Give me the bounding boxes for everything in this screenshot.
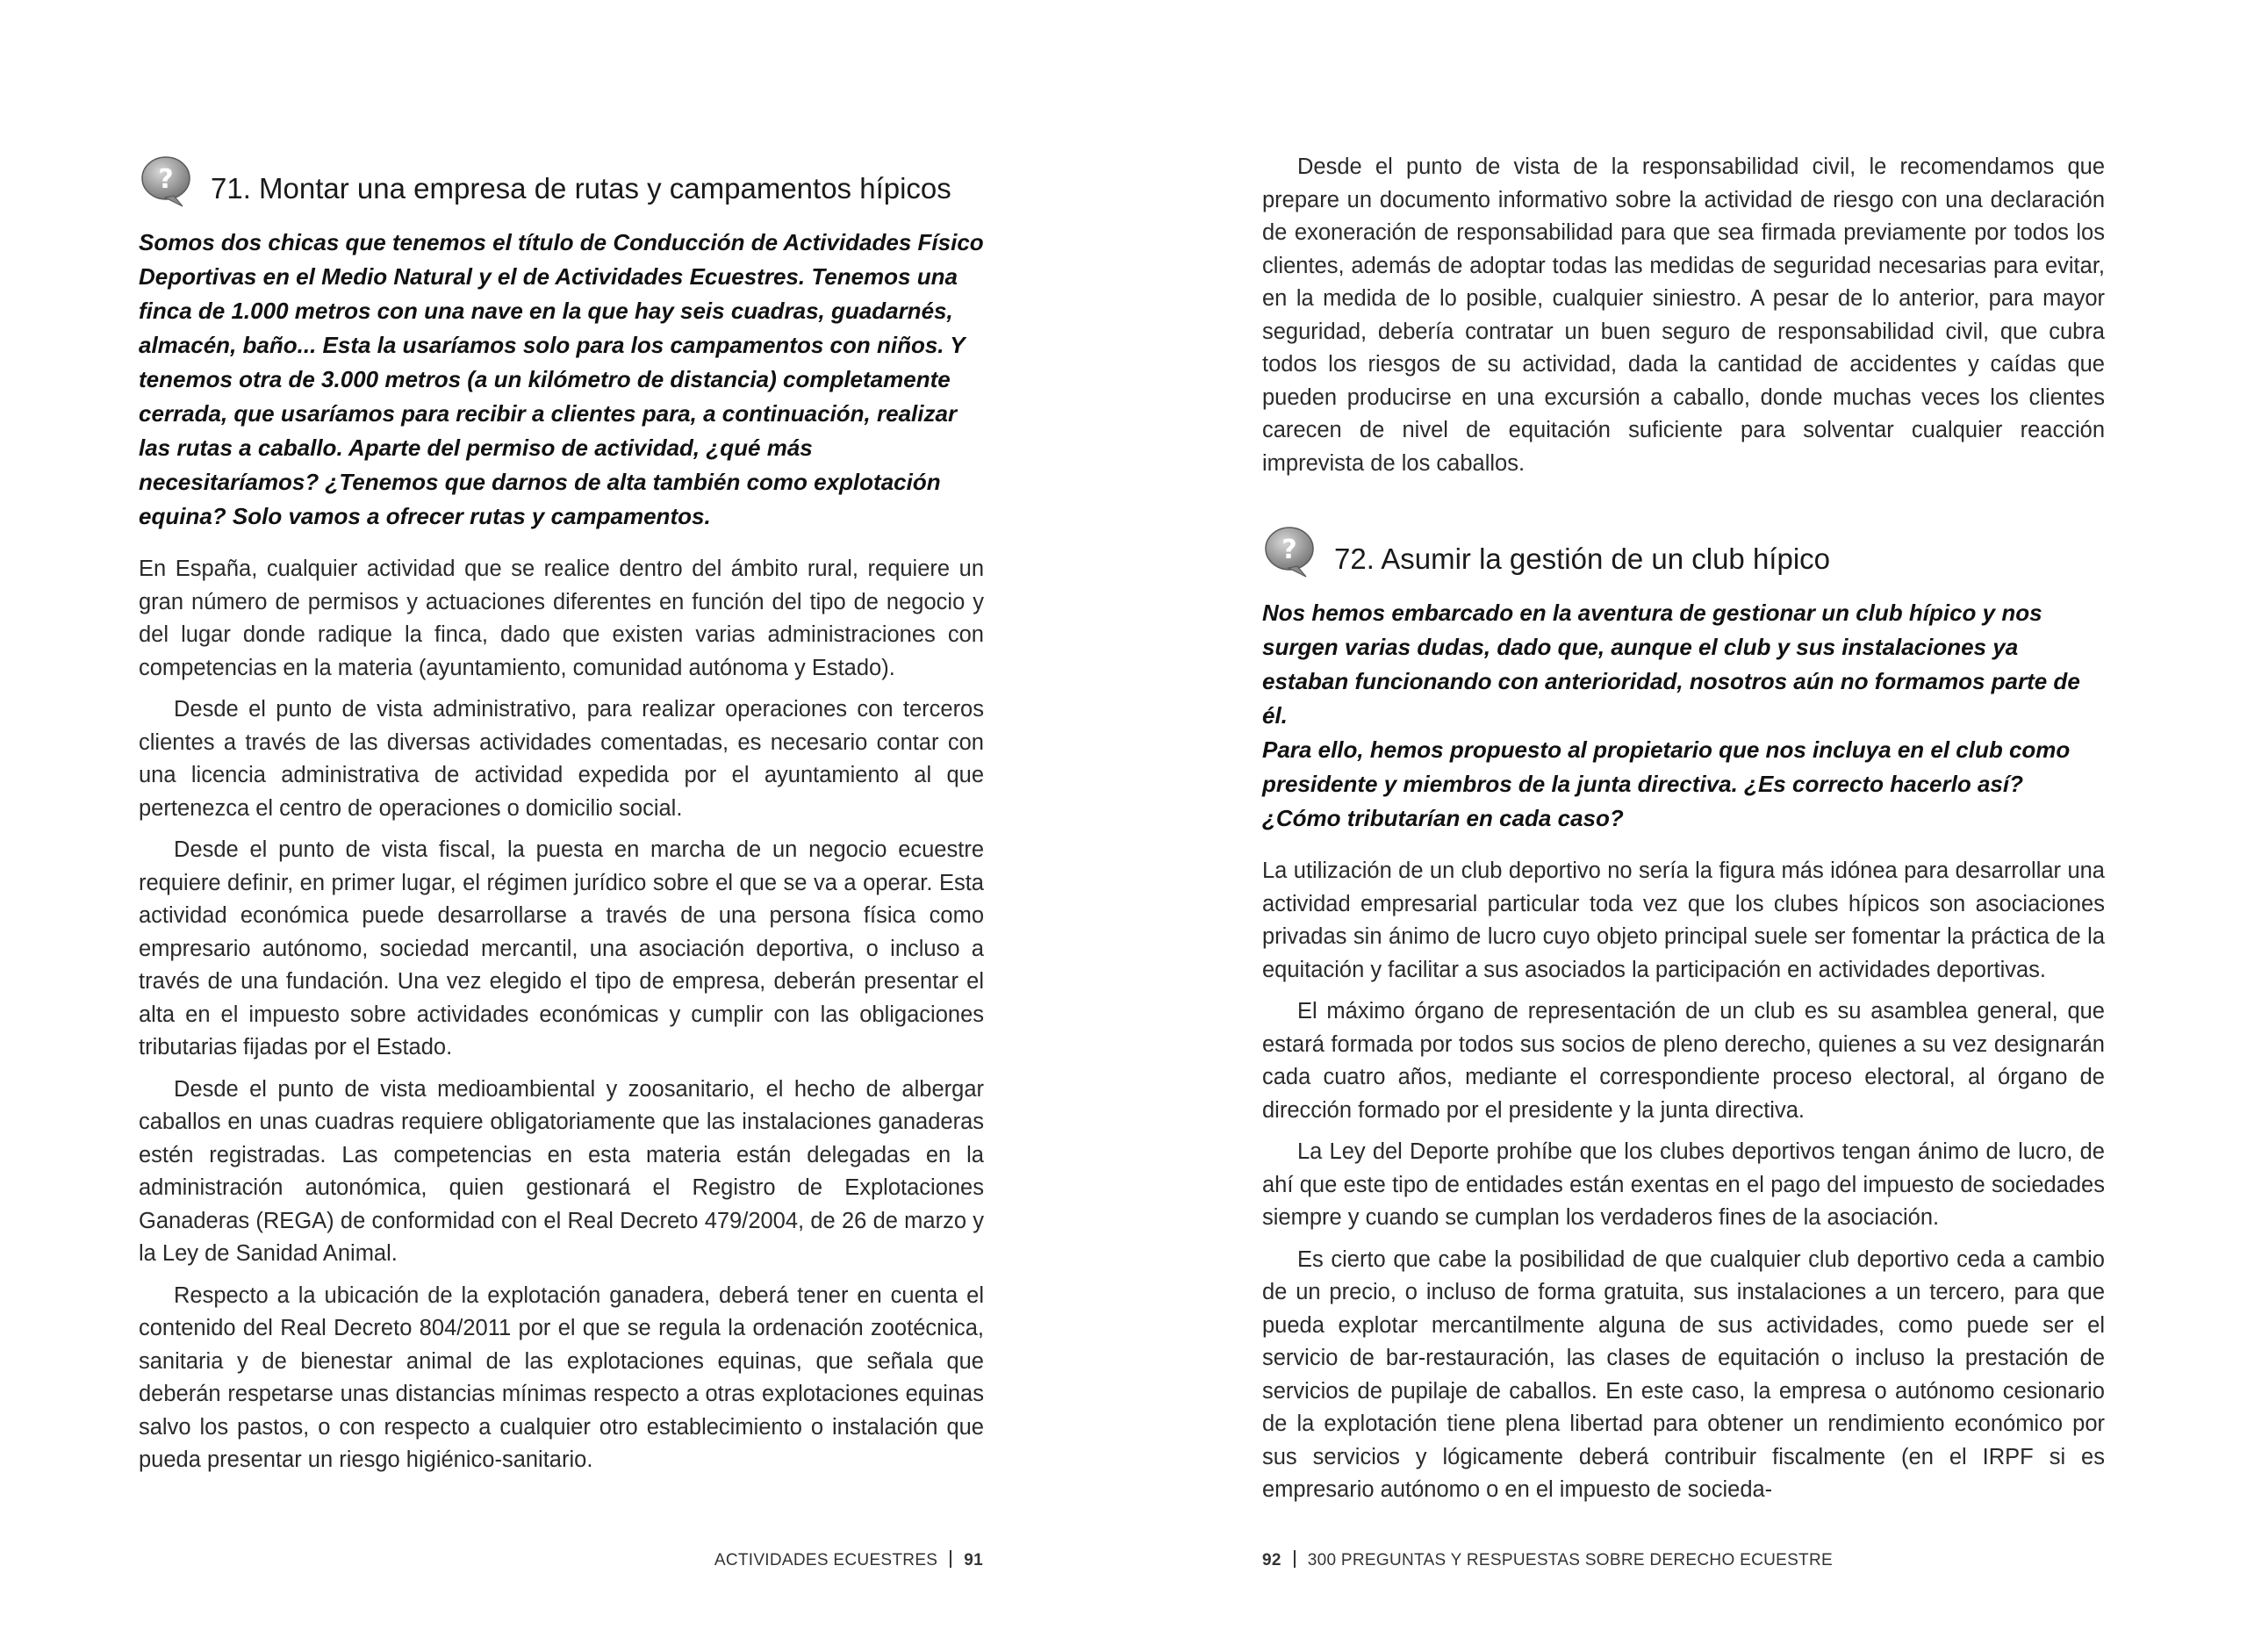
page-number: 91 <box>964 1551 983 1569</box>
answer-paragraph: Desde el punto de vista administrativo, para realizar operaciones con terceros clientes a través de las diversas actividades comentadas, es necesario contar con una licencia administrativa de actividad expedida por el ayuntamiento al que pertenezca el centro de operaciones o domicilio social. <box>139 697 984 821</box>
footer-section-title: ACTIVIDADES ECUESTRES <box>714 1551 938 1569</box>
section-title: 72. Asumir la gestión de un club hípico <box>1334 542 1831 576</box>
left-text-column <box>139 154 984 1486</box>
footer-separator <box>1294 1550 1296 1568</box>
question-text: Somos dos chicas que tenemos el título de Conducción de Actividades Físico Deportivas en el Medio Natural y el de Actividades Ecuestres. Tenemos una finca de 1.000 metros con una nave en la que hay seis cuadras, guadarnés, almacén, baño... Esta la usaríamos solo para los campamentos con niños. Y tenemos otra de 3.000 metros (a un kilómetro de distancia) completamente cerrada, que usaríamos para recibir a clientes para, a continuación, realizar las rutas a caballo. Aparte del permiso de actividad, ¿qué más necesitaríamos? ¿Tenemos que darnos de alta también como explotación equina? Solo vamos a ofrecer rutas y campamentos. <box>139 229 984 529</box>
section-heading-72 <box>1262 524 2105 578</box>
question-text: Para ello, hemos propuesto al propietario que nos incluya en el club como presidente y miembros de la junta directiva. ¿Es correcto hacerlo así? ¿Cómo tributarían en cada caso? <box>1262 736 2071 831</box>
page-footer <box>714 1550 983 1570</box>
svg-text:?: ? <box>1281 535 1297 565</box>
answer-paragraph: El máximo órgano de representación de un club es su asamblea general, que estará formada por todos sus socios de pleno derecho, quienes a su vez designarán cada cuatro años, mediante el correspondiente proceso electoral, al órgano de dirección formado por el presidente y la junta directiva. <box>1262 999 2105 1123</box>
answer-paragraph: Desde el punto de vista fiscal, la puesta en marcha de un negocio ecuestre requiere definir, en primer lugar, el régimen jurídico sobre el que se va a operar. Esta actividad económica puede desarrollarse a través de una persona física como empresario autónomo, sociedad mercantil, una asociación deportiva, o incluso a través de una fundación. Una vez elegido el tipo de empresa, deberán presentar el alta en el impuesto sobre actividades económicas y cumplir con las obligaciones tributarias fijadas por el Estado. <box>139 837 984 1059</box>
svg-text:?: ? <box>158 164 174 195</box>
question-bubble-icon <box>139 154 193 208</box>
answer-paragraph: La utilización de un club deportivo no sería la figura más idónea para desarrollar una actividad empresarial particular toda vez que los clubes hípicos son asociaciones privadas sin ánimo de lucro cuyo objeto principal suele ser fomentar la práctica de la equitación y facilitar a sus asociados la participación en actividades deportivas. <box>1262 858 2105 982</box>
answer-paragraph: Respecto a la ubicación de la explotación ganadera, deberá tener en cuenta el contenido del Real Decreto 804/2011 por el que se regula la ordenación zootécnica, sanitaria y de bienestar animal de las explotaciones equinas, que señala que deberán respetarse unas distancias mínimas respecto a otras explotaciones equinas salvo los pastos, o con respecto a cualquier otro establecimiento o instalación que pueda presentar un riesgo higiénico-sanitario. <box>139 1282 984 1472</box>
answer-paragraph: En España, cualquier actividad que se realice dentro del ámbito rural, requiere un gran número de permisos y actuaciones diferentes en función del tipo de negocio y del lugar donde radique la finca, dado que existen varias administraciones con competencias en la materia (ayuntamiento, comunidad autónoma y Estado). <box>139 557 984 680</box>
answer-paragraph: Es cierto que cabe la posibilidad de que cualquier club deportivo ceda a cambio de un precio, o incluso de forma gratuita, sus instalaciones a un tercero, para que pueda explotar mercantilmente alguna de sus actividades, como puede ser el servicio de bar-restauración, las clases de equitación o incluso la prestación de servicios de pupilaje de caballos. En este caso, la empresa o autónomo cesionario de la explotación tiene plena libertad para obtener un rendimiento económico por sus servicios y lógicamente deberá contribuir fiscalmente (en el IRPF si es empresario autónomo o en el impuesto de socieda- <box>1262 1246 2105 1502</box>
right-text-column <box>1262 151 2105 1516</box>
answer-paragraph: Desde el punto de vista medioambiental y zoosanitario, el hecho de albergar caballos en unas cuadras requiere obligatoriamente que las instalaciones ganaderas estén registradas. Las competencias en esta materia están delegadas en la administración autonómica, quien gestionará el Registro de Explotaciones Ganaderas (REGA) de conformidad con el Real Decreto 479/2004, de 26 de marzo y la Ley de Sanidad Animal. <box>139 1076 984 1266</box>
section-title: 71. Montar una empresa de rutas y campamentos hípicos <box>211 172 951 205</box>
section-heading-71 <box>139 154 984 208</box>
question-text: Nos hemos embarcado en la aventura de gestionar un club hípico y nos surgen varias dudas, dado que, aunque el club y sus instalaciones ya estaban funcionando con anterioridad, nosotros aún no formamos parte de él. <box>1262 600 2080 729</box>
reader-question <box>1262 596 2105 836</box>
page-number: 92 <box>1262 1551 1281 1569</box>
reader-question <box>139 226 984 534</box>
question-bubble-icon <box>1262 524 1317 578</box>
page-footer <box>1262 1550 1833 1570</box>
answer-paragraph: La Ley del Deporte prohíbe que los clubes deportivos tengan ánimo de lucro, de ahí que este tipo de entidades están exentas en el pago del impuesto de sociedades siempre y cuando se cumplan los verdaderos fines de la asociación. <box>1262 1139 2105 1230</box>
right-page <box>1124 0 2247 1652</box>
footer-section-title: 300 PREGUNTAS Y RESPUESTAS SOBRE DERECHO ECUESTRE <box>1307 1551 1833 1569</box>
footer-separator <box>950 1550 951 1568</box>
answer-paragraph: Desde el punto de vista de la responsabilidad civil, le recomendamos que prepare un documento informativo sobre la actividad de riesgo con una declaración de exoneración de responsabilidad para que sea firmada previamente por todos los clientes, además de adoptar todas las medidas de seguridad necesarias para evitar, en la medida de lo posible, cualquier siniestro. A pesar de lo anterior, para mayor seguridad, debería contratar un buen seguro de responsabilidad civil, que cubra todos los riesgos de su actividad, dada la cantidad de accidentes y caídas que pueden producirse en una excursión a caballo, donde muchas veces los clientes carecen de nivel de equitación suficiente para solventar cualquier reacción imprevista de los caballos. <box>1262 154 2105 476</box>
